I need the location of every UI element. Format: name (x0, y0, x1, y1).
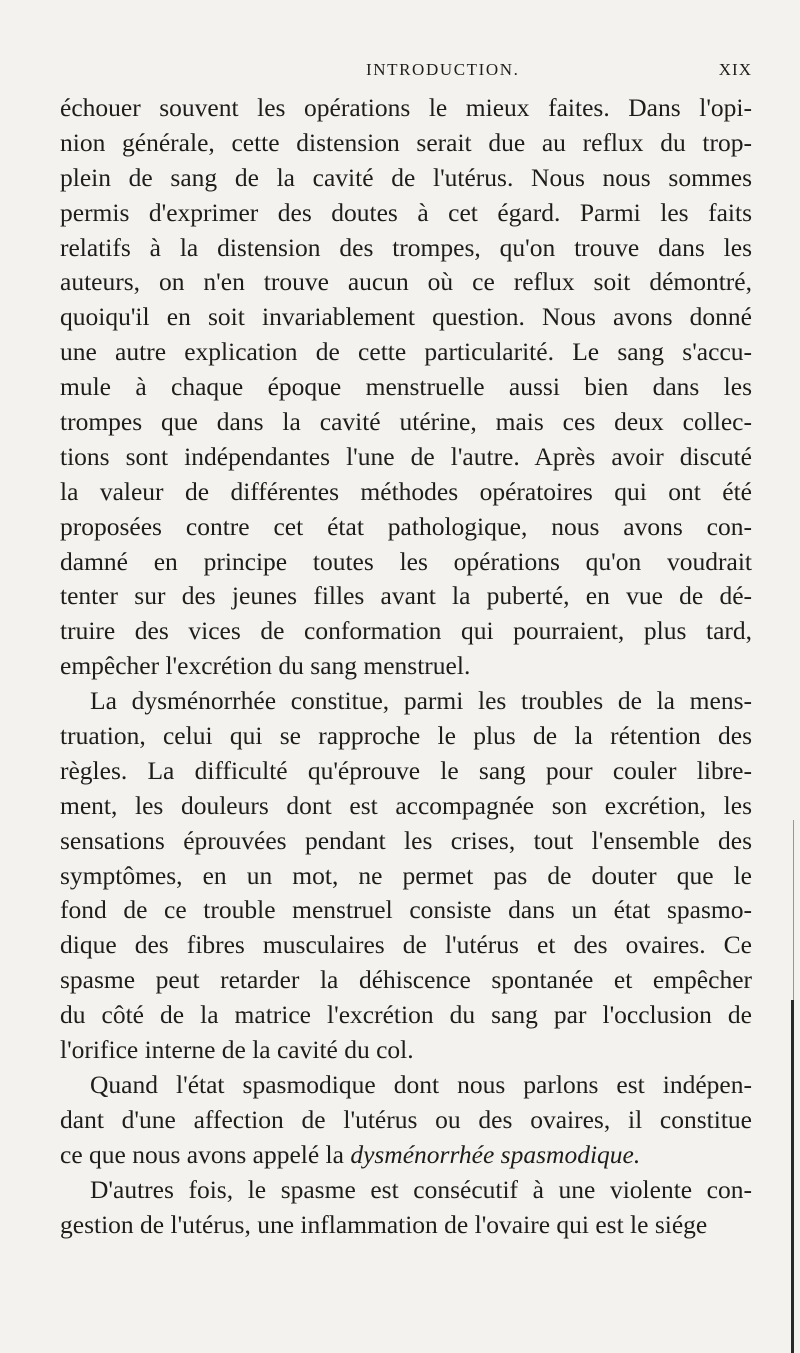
text-line: symptômes, en un mot, ne permet pas de douter que le (60, 860, 752, 890)
text-line: nion générale, cette distension serait due au reflux du trop- (60, 127, 752, 157)
text-line: du côté de la matrice l'excrétion du sang par l'occlusion de (60, 1000, 752, 1030)
text-line: La dysménorrhée constitue, parmi les troubles de la mens- (90, 686, 752, 716)
text-line: auteurs, on n'en trouve aucun où ce reflux soit démontré, (60, 267, 752, 297)
text-line: dique des fibres musculaires de l'utérus et des ovaires. Ce (60, 930, 752, 960)
text-line: sensations éprouvées pendant les crises, tout l'ensemble des (60, 825, 752, 855)
text-line: damné en principe toutes les opérations qu'on voudrait (60, 546, 752, 576)
text-line: l'orifice interne de la cavité du col. (60, 1035, 414, 1065)
text-line: fond de ce trouble menstruel consiste dans un état spasmo- (60, 895, 752, 925)
text-line: truation, celui qui se rapproche le plus de la rétention des (60, 721, 752, 751)
text-line: mule à chaque époque menstruelle aussi bien dans les (60, 372, 752, 402)
text-line: quoiqu'il en soit invariablement question. Nous avons donné (60, 302, 752, 332)
body-text (60, 91, 752, 1242)
text-line: règles. La difficulté qu'éprouve le sang pour couler libre- (60, 755, 752, 785)
text-line: ment, les douleurs dont est accompagnée son excrétion, les (60, 790, 752, 820)
text-line: tions sont indépendantes l'une de l'autre. Après avoir discuté (60, 441, 752, 471)
text-line: truire des vices de conformation qui pourraient, plus tard, (60, 616, 752, 646)
scan-edge-shadow (793, 820, 794, 1000)
text-run: ce que nous avons appelé la (60, 1139, 351, 1169)
text-line: gestion de l'utérus, une inflammation de l'ovaire qui est le siége (60, 1209, 708, 1239)
text-line: permis d'exprimer des doutes à cet égard. Parmi les faits (60, 197, 752, 227)
text-line: tenter sur des jeunes filles avant la puberté, en vue de dé- (60, 581, 752, 611)
text-line: D'autres fois, le spasme est consécutif à une violente con- (90, 1174, 752, 1204)
text-line: plein de sang de la cavité de l'utérus. Nous nous sommes (60, 162, 752, 192)
header-title: INTRODUCTION. (366, 60, 520, 79)
text-line: spasme peut retarder la déhiscence spontanée et empêcher (60, 965, 752, 995)
running-header (60, 60, 752, 90)
text-line: une autre explication de cette particularité. Le sang s'accu- (60, 337, 752, 367)
italic-term: dysménorrhée spasmodique. (350, 1139, 641, 1169)
text-line: empêcher l'excrétion du sang menstruel. (60, 651, 471, 681)
text-line: échouer souvent les opérations le mieux faites. Dans l'opi- (60, 93, 752, 122)
text-line: trompes que dans la cavité utérine, mais ces deux collec- (60, 407, 752, 437)
text-line: proposées contre cet état pathologique, nous avons con- (60, 511, 752, 541)
page-number: XIX (718, 60, 752, 79)
text-line (60, 1138, 752, 1173)
text-line: dant d'une affection de l'utérus ou des ovaires, il constitue (60, 1104, 752, 1134)
scan-edge-line (791, 1000, 794, 1353)
text-line: Quand l'état spasmodique dont nous parlons est indépen- (90, 1069, 752, 1099)
text-line: la valeur de différentes méthodes opératoires qui ont été (60, 476, 752, 506)
text-line: relatifs à la distension des trompes, qu'on trouve dans les (60, 232, 752, 262)
